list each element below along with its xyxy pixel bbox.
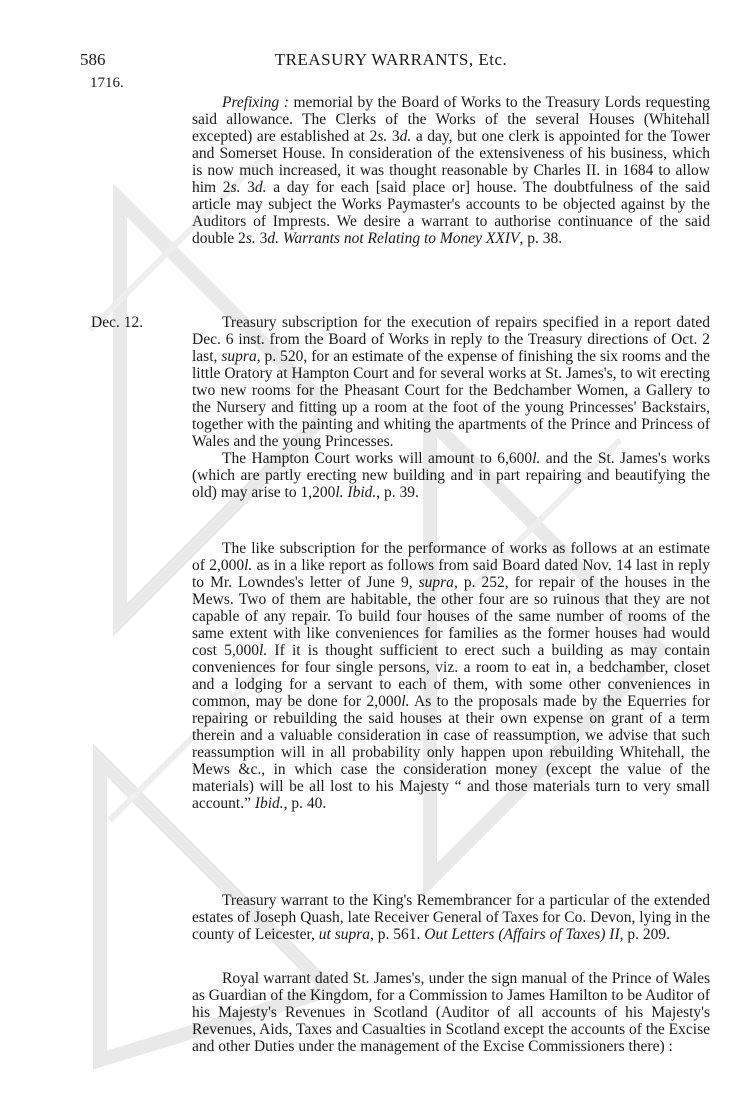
entry <box>192 892 710 943</box>
margin-date: Dec. 12. <box>91 314 144 331</box>
page-number: 586 <box>80 50 106 69</box>
paragraph: Royal warrant dated St. James's, under the sign manual of the Prince of Wales as Guardian of the Kingdom, for a Commission to James Hamilton to be Auditor of his Majesty's Revenues in Scotland (Auditor of all accounts of his Majesty's Revenues, Aids, Taxes and Casualties in Scotland except the accounts of the Excise and other Duties under the management of the Excise Commissioners there) : <box>192 970 710 1055</box>
entry <box>192 314 710 501</box>
paragraph: Prefixing : memorial by the Board of Works to the Treasury Lords requesting said allowance. The Clerks of the Works of the several Houses (Whitehall excepted) are established at 2s. 3d. a day, but one clerk is appointed for the Tower and Somerset House. In consideration of the extensiveness of his business, which is now much increased, it was thought reasonable by Charles II. in 1684 to allow him 2s. 3d. a day for each [said place or] house. The doubtfulness of the said article may subject the Works Paymaster's accounts to be objected against by the Auditors of Imprests. We desire a warrant to authorise continuance of the said double 2s. 3d. Warrants not Relating to Money XXIV, p. 38. <box>192 94 711 247</box>
margin-year: 1716. <box>90 75 124 91</box>
running-title: TREASURY WARRANTS, Etc. <box>274 50 508 69</box>
entry <box>192 970 710 1055</box>
paragraph: The Hampton Court works will amount to 6,600l. and the St. James's works (which are partly erecting new building and in part repairing and beautifying the old) may arise to 1,200l. Ibid., p. 39. <box>192 450 710 501</box>
paragraph: Treasury warrant to the King's Remembrancer for a particular of the extended estates of Joseph Quash, late Receiver General of Taxes for Co. Devon, lying in the county of Leicester, ut supra, p. 561. Out Letters (Affairs of Taxes) II, p. 209. <box>192 892 710 943</box>
paragraph: The like subscription for the performance of works as follows at an estimate of 2,000l. as in a like report as follows from said Board dated Nov. 14 last in reply to Mr. Lowndes's letter of June 9, supra, p. 252, for repair of the houses in the Mews. Two of them are habitable, the other four are so ruinous that they are not capable of any repair. To build four houses of the same number of rooms of the same extent with like conveniences for families as the former houses had would cost 5,000l. If it is thought sufficient to erect such a building as may contain conveniences for four single persons, viz. a room to eat in, a bedchamber, closet and a lodging for a servant to each of them, with some other conveniences in common, may be done for 2,000l. As to the proposals made by the Equerries for repairing or rebuilding the said houses at their own expense on grant of a term therein and a valuable consideration in case of reassumption, we advise that such reassumption will in all probability only happen upon rebuilding Whitehall, the Mews &c., in which case the consideration money (except the value of the materials) will be all lost to his Majesty “ and those materials turn to very small account.” Ibid., p. 40. <box>192 540 711 812</box>
page-header <box>80 50 702 74</box>
entry <box>192 540 710 812</box>
paragraph: Treasury subscription for the execution of repairs specified in a report dated Dec. 6 inst. from the Board of Works in reply to the Treasury directions of Oct. 2 last, supra, p. 520, for an estimate of the expense of finishing the six rooms and the little Oratory at Hampton Court and for several works at St. James's, to wit erecting two new rooms for the Pheasant Court for the Bedchamber Women, a Gallery to the Nursery and fitting up a room at the foot of the young Princesses' Backstairs, together with the painting and whiting the apartments of the Prince and Princess of Wales and the young Princesses. <box>192 314 711 450</box>
entry <box>192 94 710 247</box>
